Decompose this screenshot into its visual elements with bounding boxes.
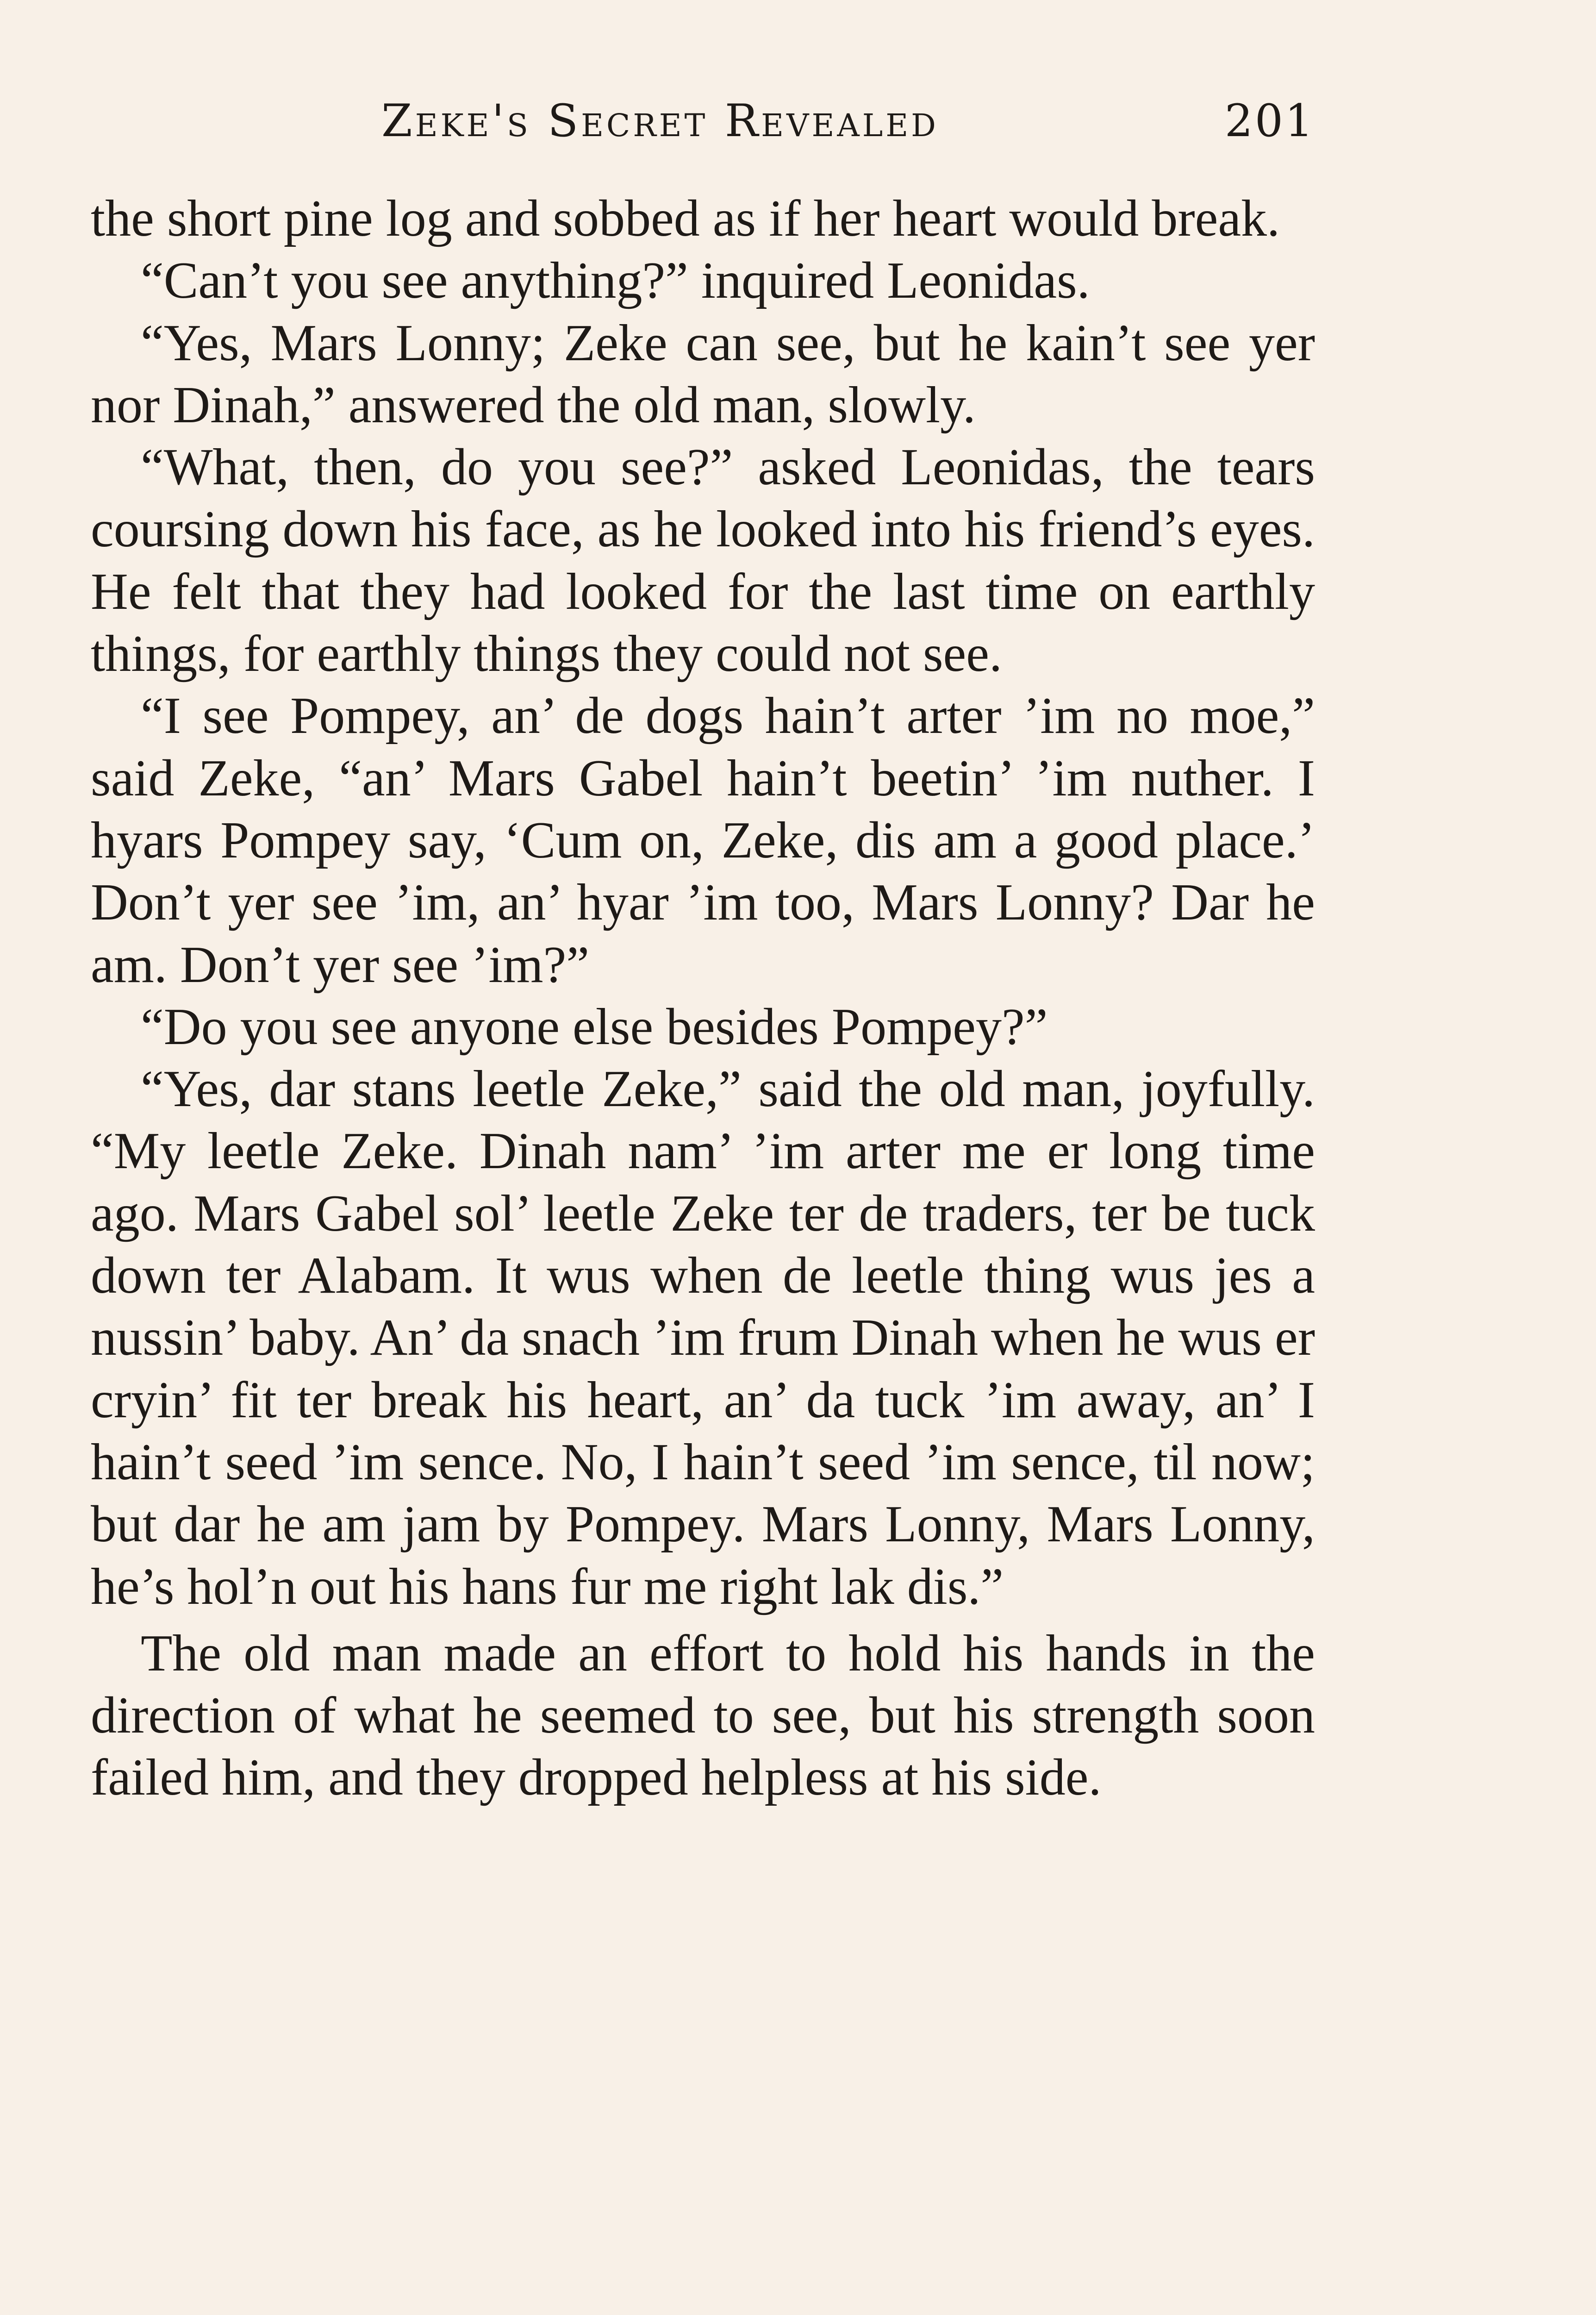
running-head [91,91,1315,151]
page-number: 201 [1224,95,1315,147]
paragraph-6: “Do you see anyone else besides Pompey?” [141,998,1048,1056]
paragraph-4: “What, then, do you see?” asked Leonidas, the tears coursing down his face, as he looked into his friend’s eyes. He felt that they had looked for the last time on earthly things, for earthly things they could not see. [91,438,1315,683]
paragraph-2: “Can’t you see anything?” inquired Leonidas. [141,252,1090,310]
paragraph-1: the short pine log and sobbed as if her heart would break. [91,190,1280,247]
paragraph-3: “Yes, Mars Lonny; Zeke can see, but he kain’t see yer nor Dinah,” answered the old man, slowly. [91,314,1315,434]
paragraph-7: “Yes, dar stans leetle Zeke,” said the old man, joyfully. “My leetle Zeke. Dinah nam’ ’im arter me er long time ago. Mars Gabel sol’ leetle Zeke ter de traders, ter be tuck down ter Alabam. It wus when de leetle thing wus jes a nussin’ baby. An’ da snach ’im frum Dinah when he wus er cryin’ fit ter break his heart, an’ da tuck ’im away, an’ I hain’t seed ’im sence. No, I hain’t seed ’im sence, til now; but dar he am jam by Pompey. Mars Lonny, Mars Lonny, he’s hol’n out his hans fur me right lak dis.” [91,1060,1315,1615]
paragraph-8: The old man made an effort to hold his hands in the direction of what he seemed to see, but his strength soon failed him, and they dropped helpless at his side. [91,1624,1315,1807]
body-text [91,188,1315,1809]
running-title: Zeke's Secret Revealed [381,95,939,147]
paragraph-5: “I see Pompey, an’ de dogs hain’t arter ’im no moe,” said Zeke, “an’ Mars Gabel hain’t beetin’ ’im nuther. I hyars Pompey say, ‘Cum on, Zeke, dis am a good place.’ Don’t yer see ’im, an’ hyar ’im too, Mars Lonny? Dar he am. Don’t yer see ’im?” [91,687,1315,994]
